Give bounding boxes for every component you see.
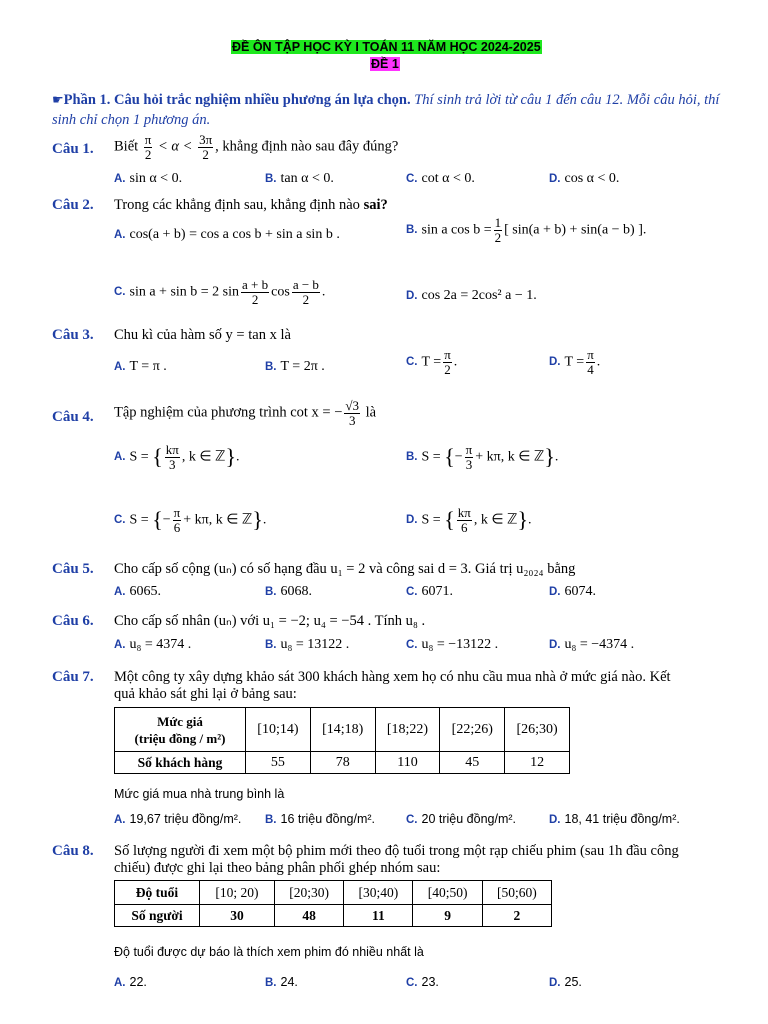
q1-option-a[interactable]: A. sin α < 0. [114,171,183,186]
q8-range: [40;50) [413,881,482,905]
q8-number: Câu 8. [52,843,94,859]
q7-question: Mức giá mua nhà trung bình là [114,787,285,801]
q8-stem-line1: Số lượng người đi xem một bộ phim mới theo độ tuổi trong một rạp chiếu phim (sau 1h đầu công [114,843,679,859]
q6-option-a[interactable]: A. u₈ = 4374 . [114,637,192,652]
q5-option-c[interactable]: C. 6071. [406,584,453,599]
q8-table-header: Độ tuổi [115,881,200,905]
q7-number: Câu 7. [52,669,94,685]
q7-stem-line1: Một công ty xây dựng khảo sát 300 khách hàng xem họ có nhu cầu mua nhà ở mức giá nào. Kết [114,669,671,685]
q8-question: Độ tuổi được dự báo là thích xem phim đó nhiều nhất là [114,945,424,959]
pointing-hand-icon: ☛ [52,92,64,107]
q7-count: 45 [440,752,505,774]
q5-option-d[interactable]: D. 6074. [549,584,596,599]
q7-count: 12 [505,752,570,774]
q7-row-label: Số khách hàng [115,752,246,774]
q4-option-a[interactable]: A. S = { $\frac{k\pi}{3}$ , k ∈ ℤ}. [114,442,240,472]
q8-range: [50;60) [482,881,551,905]
q4-option-c[interactable]: C. S = {− $\frac{\pi}{6}$ + kπ, k ∈ ℤ}. [114,505,267,535]
q7-option-a[interactable]: A. 19,67 triệu đồng/m². [114,812,242,826]
q8-count: 9 [413,905,482,927]
q8-count: 2 [482,905,551,927]
q8-count: 11 [344,905,413,927]
q2-option-c[interactable]: C. sin a + sin b = 2 sin $\frac{a + b}{2}$ cos $\frac{a - b}{2}$ . [114,277,326,307]
q3-option-d[interactable]: D. T = $\frac{\pi}{4}$ . [549,347,601,377]
q8-range: [30;40) [344,881,413,905]
q7-range: [14;18) [310,708,375,752]
q1-option-d[interactable]: D. cos α < 0. [549,171,620,186]
q1-stem: Biết $\frac{\pi}{2}$ < α < $\frac{3\pi}{2}$ , khẳng định nào sau đây đúng? [114,132,399,162]
q7-range: [10;14) [246,708,311,752]
q7-count: 110 [375,752,440,774]
q8-age-table [114,880,552,927]
q7-stem-line2: quả khảo sát ghi lại ở bảng sau: [114,686,297,702]
q4-number: Câu 4. [52,409,94,425]
q8-range: [20;30) [274,881,343,905]
q7-count: 55 [246,752,311,774]
q6-option-d[interactable]: D. u₈ = −4374 . [549,637,635,652]
q7-option-d[interactable]: D. 18, 41 triệu đồng/m². [549,812,680,826]
part1-heading: ☛Phần 1. Câu hỏi trắc nghiệm nhiều phương án lựa chọn. Thí sinh trả lời từ câu 1 đến câu 12. Mỗi câu hỏi, thí sinh chỉ chọn 1 phương án. [52,92,720,128]
exam-subtitle: ĐỀ 1 [371,57,399,71]
q7-table-header: Mức giá (triệu đồng / m²) [115,708,246,752]
q7-count: 78 [310,752,375,774]
q8-stem-line2: chiếu) được ghi lại theo bảng phân phối ghép nhóm sau: [114,860,441,876]
q3-option-c[interactable]: C. T = $\frac{\pi}{2}$ . [406,347,458,377]
q4-option-d[interactable]: D. S = { $\frac{k\pi}{6}$ , k ∈ ℤ}. [406,505,532,535]
q5-option-b[interactable]: B. 6068. [265,584,312,599]
q7-option-c[interactable]: C. 20 triệu đồng/m². [406,812,516,826]
q8-option-b[interactable]: B. 24. [265,975,298,989]
q8-range: [10; 20) [200,881,275,905]
q1-option-c[interactable]: C. cot α < 0. [406,171,475,186]
q2-stem: Trong các khẳng định sau, khẳng định nào sai? [114,197,388,213]
q8-count: 30 [200,905,275,927]
q4-stem: Tập nghiệm của phương trình cot x = − $\frac{√3}{3}$ là [114,398,377,428]
q8-count: 48 [274,905,343,927]
q6-number: Câu 6. [52,613,94,629]
q8-row-label: Số người [115,905,200,927]
q5-stem: Cho cấp số cộng (uₙ) có số hạng đầu u₁ = 2 và công sai d = 3. Giá trị u₂₀₂₄ bằng [114,561,576,577]
q6-option-c[interactable]: C. u₈ = −13122 . [406,637,499,652]
q7-range: [26;30) [505,708,570,752]
q7-range: [22;26) [440,708,505,752]
q6-option-b[interactable]: B. u₈ = 13122 . [265,637,350,652]
q7-option-b[interactable]: B. 16 triệu đồng/m². [265,812,375,826]
q3-option-b[interactable]: B. T = 2π . [265,359,325,374]
q3-option-a[interactable]: A. T = π . [114,359,167,374]
q8-option-a[interactable]: A. 22. [114,975,147,989]
q7-range: [18;22) [375,708,440,752]
q3-number: Câu 3. [52,327,94,343]
q5-number: Câu 5. [52,561,94,577]
q2-option-d[interactable]: D. cos 2a = 2cos² a − 1. [406,288,537,303]
exam-title: ĐỀ ÔN TẬP HỌC KỲ I TOÁN 11 NĂM HỌC 2024-2025 [232,40,541,54]
q2-option-a[interactable]: A. cos(a + b) = cos a cos b + sin a sin b . [114,227,340,242]
q2-number: Câu 2. [52,197,94,213]
q8-option-d[interactable]: D. 25. [549,975,582,989]
q2-option-b[interactable]: B. sin a cos b = $\frac{1}{2}$ [ sin(a + b) + sin(a − b) ]. [406,215,647,245]
q1-option-b[interactable]: B. tan α < 0. [265,171,334,186]
q4-option-b[interactable]: B. S = {− $\frac{\pi}{3}$ + kπ, k ∈ ℤ}. [406,442,559,472]
q1-number: Câu 1. [52,141,94,157]
q8-option-c[interactable]: C. 23. [406,975,439,989]
q7-price-table [114,707,570,774]
q5-option-a[interactable]: A. 6065. [114,584,161,599]
q3-stem: Chu kì của hàm số y = tan x là [114,327,291,343]
q6-stem: Cho cấp số nhân (uₙ) với u₁ = −2; u₄ = −54 . Tính u₈ . [114,613,426,629]
